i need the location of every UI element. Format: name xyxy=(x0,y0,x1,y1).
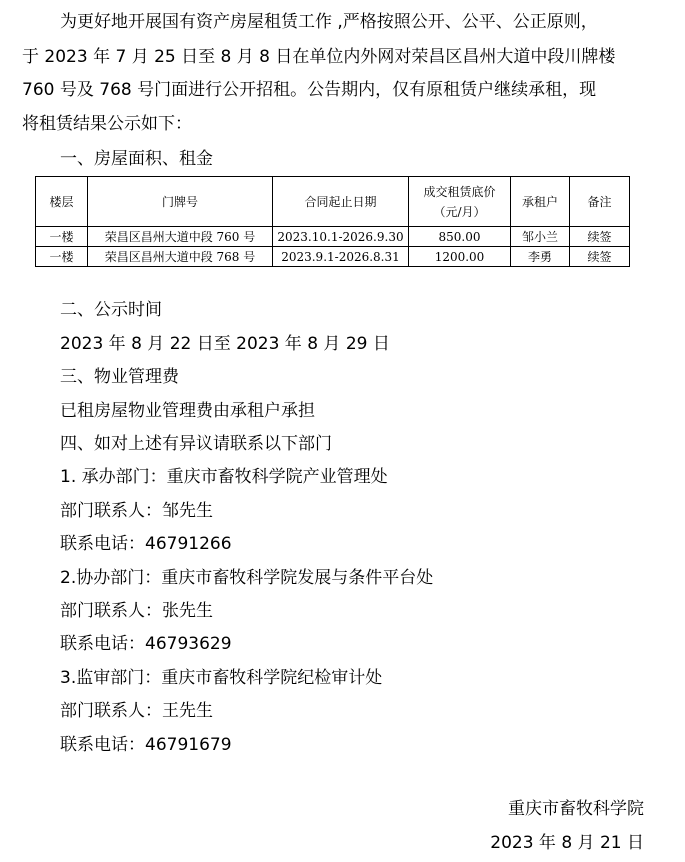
header-price-line2: （元/月） xyxy=(433,204,486,219)
header-price-line1: 成交租赁底价 xyxy=(423,184,496,199)
rental-table xyxy=(35,176,630,267)
intro-line: 于 2023 年 7 月 25 日至 8 月 8 日在单位内外网对荣昌区昌州大道中段川牌楼 xyxy=(22,47,616,67)
cell-price: 850.00 xyxy=(409,227,511,247)
contact-line: 3.监审部门：重庆市畜牧科学院纪检审计处 xyxy=(60,668,383,688)
contact-line: 1. 承办部门：重庆市畜牧科学院产业管理处 xyxy=(60,467,388,487)
property-fee-text: 已租房屋物业管理费由承租户承担 xyxy=(60,401,315,421)
section-heading-area-rent: 一、房屋面积、租金 xyxy=(60,149,213,169)
header-note: 备注 xyxy=(570,177,630,227)
cell-note: 续签 xyxy=(570,227,630,247)
contact-line: 部门联系人：王先生 xyxy=(60,701,213,721)
cell-tenant: 李勇 xyxy=(511,247,570,267)
contact-line: 2.协办部门：重庆市畜牧科学院发展与条件平台处 xyxy=(60,568,434,588)
header-tenant: 承租户 xyxy=(511,177,570,227)
header-period: 合同起止日期 xyxy=(273,177,409,227)
contact-line: 联系电话：46791679 xyxy=(60,735,232,755)
cell-tenant: 邹小兰 xyxy=(511,227,570,247)
notice-period-text: 2023 年 8 月 22 日至 2023 年 8 月 29 日 xyxy=(60,334,390,354)
table-header-row xyxy=(36,177,630,227)
table-row xyxy=(36,247,630,267)
table-row xyxy=(36,227,630,247)
contact-line: 部门联系人：张先生 xyxy=(60,601,213,621)
signature-org: 重庆市畜牧科学院 xyxy=(508,799,644,819)
header-address: 门牌号 xyxy=(88,177,273,227)
cell-price: 1200.00 xyxy=(409,247,511,267)
section-heading-property-fee: 三、物业管理费 xyxy=(60,367,179,387)
cell-address: 荣昌区昌州大道中段 768 号 xyxy=(88,247,273,267)
section-heading-contacts: 四、如对上述有异议请联系以下部门 xyxy=(60,434,332,454)
intro-line: 为更好地开展国有资产房屋租赁工作 ,严格按照公开、公平、公正原则， xyxy=(60,12,598,32)
section-heading-notice-time: 二、公示时间 xyxy=(60,300,162,320)
contact-line: 部门联系人：邹先生 xyxy=(60,501,213,521)
cell-note: 续签 xyxy=(570,247,630,267)
cell-address: 荣昌区昌州大道中段 760 号 xyxy=(88,227,273,247)
cell-period: 2023.10.1-2026.9.30 xyxy=(273,227,409,247)
cell-floor: 一楼 xyxy=(36,227,88,247)
header-price xyxy=(409,177,511,227)
contact-line: 联系电话：46793629 xyxy=(60,634,232,654)
intro-line: 将租赁结果公示如下： xyxy=(22,114,192,134)
contact-line: 联系电话：46791266 xyxy=(60,534,232,554)
header-floor: 楼层 xyxy=(36,177,88,227)
intro-line: 760 号及 768 号门面进行公开招租。公告期内，仅有原租赁户继续承租，现 xyxy=(22,80,597,100)
cell-floor: 一楼 xyxy=(36,247,88,267)
signature-date: 2023 年 8 月 21 日 xyxy=(490,833,644,853)
cell-period: 2023.9.1-2026.8.31 xyxy=(273,247,409,267)
